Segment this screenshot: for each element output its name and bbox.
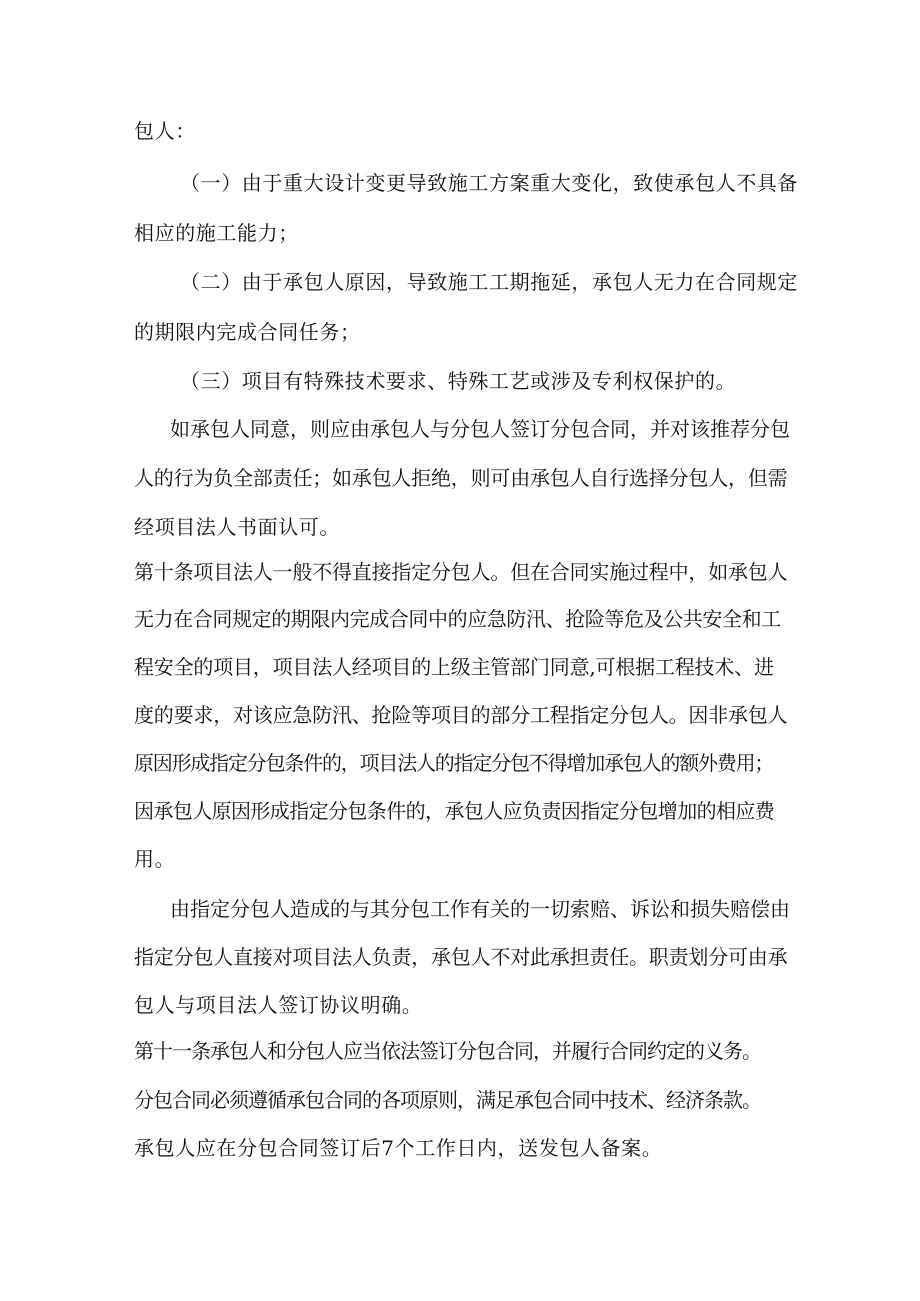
text-line: （三）项目有特殊技术要求、特殊工艺或涉及专利权保护的。 <box>180 369 737 393</box>
text-line: 分包合同必须遵循承包合同的各项原则，满足承包合同中技术、经济条款。 <box>134 1088 761 1112</box>
text-line: 程安全的项目，项目法人经项目的上级主管部门同意,可根据工程技术、进 <box>134 655 774 679</box>
text-line: 相应的施工能力； <box>134 221 299 245</box>
text-line: 度的要求，对该应急防汛、抢险等项目的部分工程指定分包人。因非承包人 <box>134 703 788 727</box>
text-line: 包人与项目法人签订协议明确。 <box>134 993 423 1017</box>
text-line: 如承包人同意，则应由承包人与分包人签订分包合同，并对该推荐分包 <box>170 417 790 441</box>
text-line: 指定分包人直接对项目法人负责，承包人不对此承担责任。职责划分可由承 <box>134 945 788 969</box>
text-line: 第十条项目法人一般不得直接指定分包人。但在合同实施过程中，如承包人 <box>134 560 788 584</box>
text-line: 第十一条承包人和分包人应当依法签订分包合同，并履行合同约定的义务。 <box>134 1039 761 1063</box>
text-line: 经项目法人书面认可。 <box>134 515 340 539</box>
text-line: 包人： <box>134 119 196 143</box>
text-line: 承包人应在分包合同签订后7个工作日内，送发包人备案。 <box>134 1136 663 1160</box>
text-line: 用。 <box>134 847 176 871</box>
text-line: （二）由于承包人原因，导致施工工期拖延，承包人无力在合同规定 <box>180 270 798 294</box>
text-line: 因承包人原因形成指定分包条件的，承包人应负责因指定分包增加的相应费 <box>134 799 775 823</box>
text-line: 人的行为负全部责任；如承包人拒绝，则可由承包人自行选择分包人，但需 <box>134 466 788 490</box>
text-line: 无力在合同规定的期限内完成合同中的应急防汛、抢险等危及公共安全和工 <box>134 607 781 631</box>
text-line: 原因形成指定分包条件的，项目法人的指定分包不得增加承包人的额外费用； <box>134 751 774 775</box>
text-line: 的期限内完成合同任务； <box>134 320 361 344</box>
text-line: （一）由于重大设计变更导致施工方案重大变化，致使承包人不具备 <box>180 171 798 195</box>
text-line: 由指定分包人造成的与其分包工作有关的一切索赔、诉讼和损失赔偿由 <box>170 897 790 921</box>
